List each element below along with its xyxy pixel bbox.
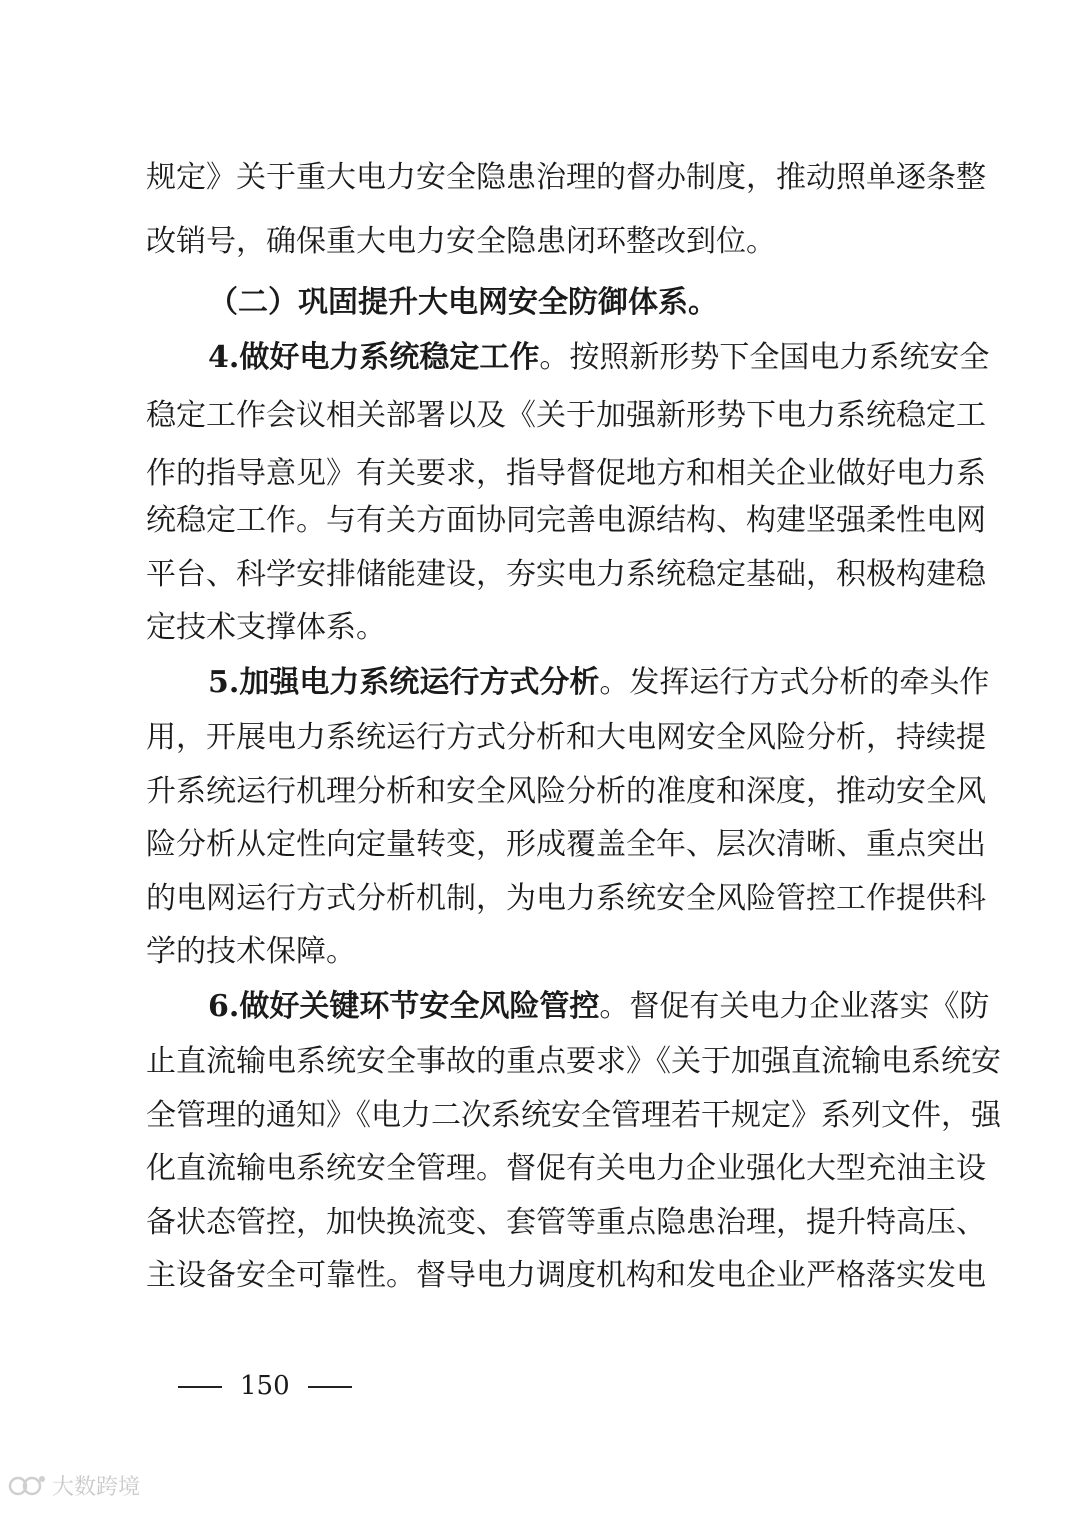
item5-line: 学的技术保障。 [146, 934, 356, 969]
item6-line: 全管理的通知》《电力二次系统安全管理若干规定》系列文件，强 [146, 1098, 1001, 1133]
item4-line: 定技术支撑体系。 [146, 610, 386, 645]
item4-title: 4.做好电力系统稳定工作 [208, 340, 540, 375]
watermark [8, 1470, 140, 1501]
item5-line: 险分析从定性向定量转变，形成覆盖全年、层次清晰、重点突出 [146, 827, 986, 862]
item5-first-line-rest: 。发挥运行方式分析的牵头作 [599, 665, 990, 700]
item6-first-line [208, 985, 1012, 1029]
item5-line: 用，开展电力系统运行方式分析和大电网安全风险分析，持续提 [146, 720, 986, 755]
item6-line: 备状态管控，加快换流变、套管等重点隐患治理，提升特高压、 [146, 1205, 986, 1240]
watermark-text: 大数跨境 [52, 1475, 141, 1500]
item5-line: 的电网运行方式分析机制，为电力系统安全风险管控工作提供科 [146, 881, 986, 916]
page-number [160, 1368, 370, 1404]
section-heading: （二）巩固提升大电网安全防御体系。 [208, 285, 718, 320]
item4-line: 统稳定工作。与有关方面协同完善电源结构、构建坚强柔性电网 [146, 503, 986, 538]
item4-first-line-rest: 。按照新形势下全国电力系统安全 [539, 340, 990, 375]
page-number-value: 150 [240, 1371, 290, 1401]
item4-line: 作的指导意见》有关要求，指导督促地方和相关企业做好电力系 [146, 456, 986, 491]
item6-line: 止直流输电系统安全事故的重点要求》《关于加强直流输电系统安 [146, 1044, 1001, 1079]
item6-first-line-rest: 。督促有关电力企业落实《防 [599, 989, 990, 1024]
item5-title: 5.加强电力系统运行方式分析 [208, 665, 600, 700]
dash-right [308, 1386, 352, 1388]
item5-line: 升系统运行机理分析和安全风险分析的准度和深度，推动安全风 [146, 774, 986, 809]
item6-line: 主设备安全可靠性。督导电力调度机构和发电企业严格落实发电 [146, 1258, 986, 1293]
watermark-logo-icon [8, 1471, 46, 1501]
item5-first-line [208, 661, 1012, 705]
item4-line: 稳定工作会议相关部署以及《关于加强新形势下电力系统稳定工 [146, 398, 986, 433]
dash-left [178, 1386, 222, 1388]
body-line-2: 改销号，确保重大电力安全隐患闭环整改到位。 [146, 224, 776, 259]
item4-line: 平台、科学安排储能建设，夯实电力系统稳定基础，积极构建稳 [146, 557, 986, 592]
item6-title: 6.做好关键环节安全风险管控 [208, 989, 600, 1024]
item4-first-line [208, 336, 1012, 380]
item6-line: 化直流输电系统安全管理。督促有关电力企业强化大型充油主设 [146, 1151, 986, 1186]
body-line-1: 规定》关于重大电力安全隐患治理的督办制度，推动照单逐条整 [146, 160, 986, 195]
